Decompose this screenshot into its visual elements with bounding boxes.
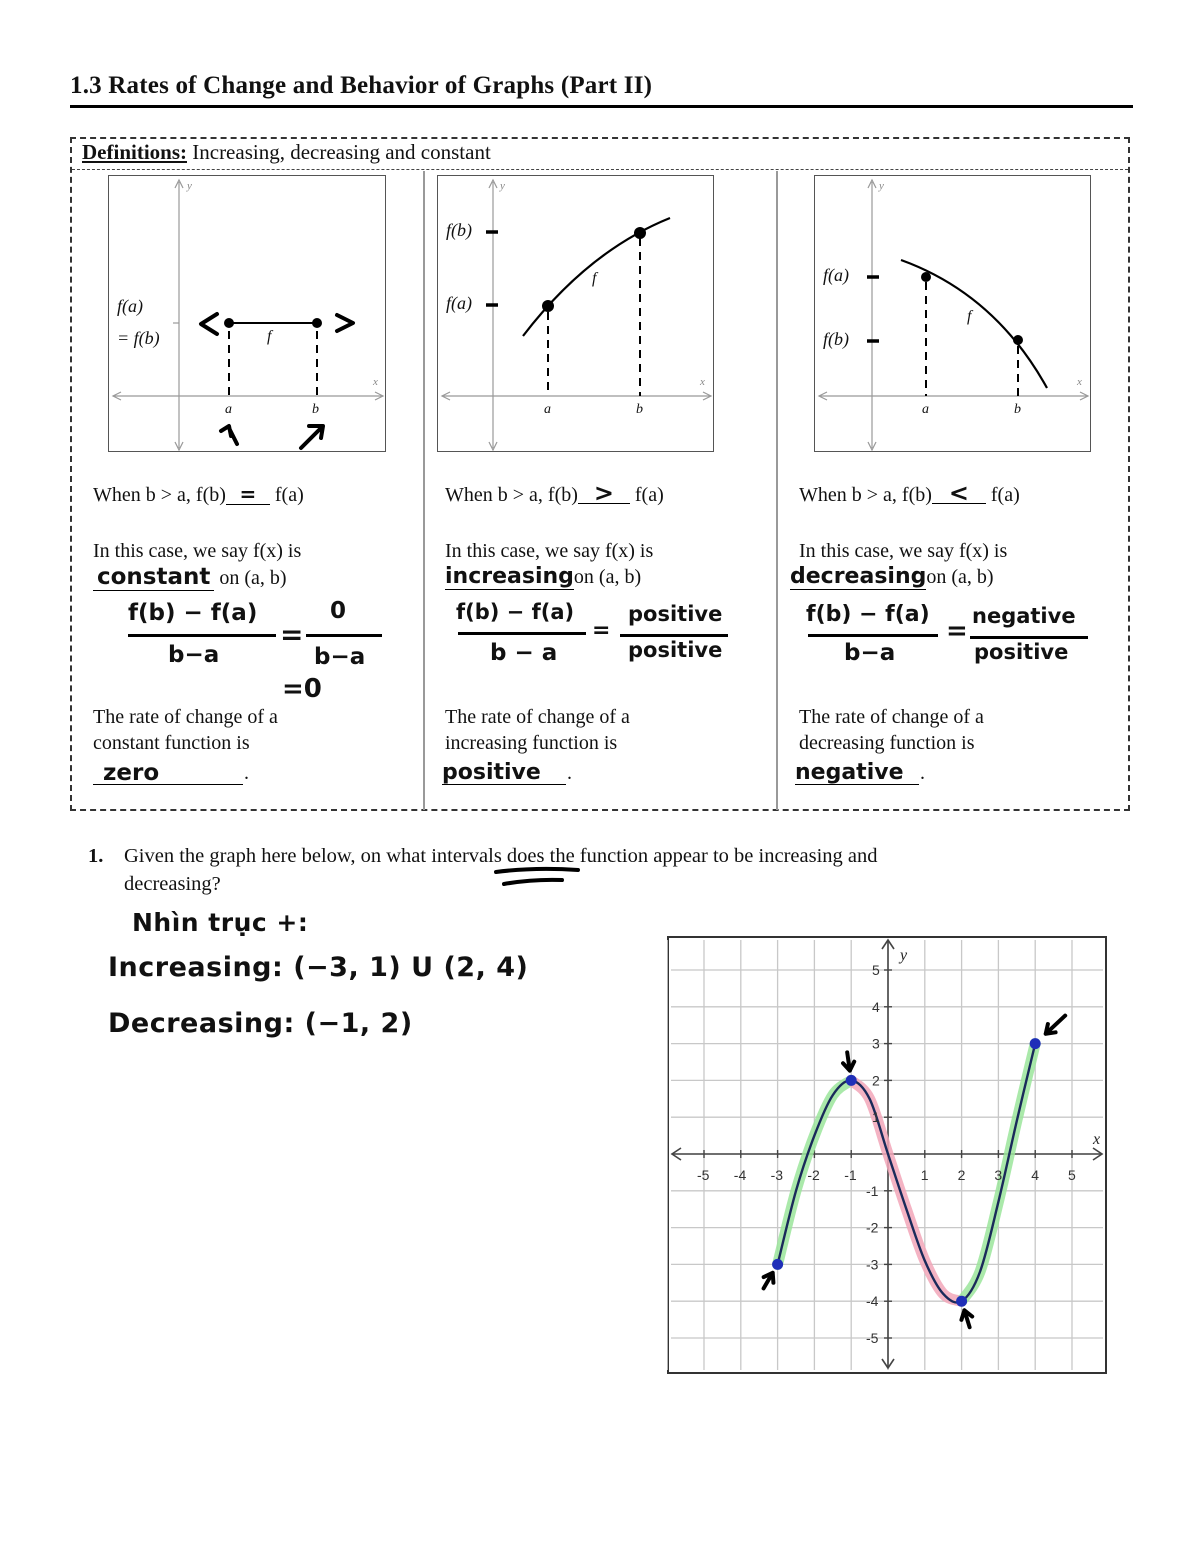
graph-label-f: f — [967, 308, 972, 325]
fraction-num-constant: f(b) − f(a) — [128, 600, 258, 626]
when-line-constant — [93, 482, 304, 508]
question-number: 1. — [88, 845, 104, 867]
x-tick-label: 4 — [1031, 1167, 1039, 1183]
graph-label-x: x — [700, 376, 705, 388]
fraction-den-decreasing: b−a — [844, 640, 896, 666]
question-text-1: Given the graph here below, on what intervals does the function appear to be increasing and — [124, 845, 878, 867]
when-prefix: When b > a, f(b) — [445, 484, 578, 506]
y-tick-label: 1 — [872, 1109, 880, 1126]
when-suffix: f(a) — [629, 484, 664, 506]
graph-label-x: x — [373, 376, 378, 388]
graph-label-b: b — [312, 402, 319, 417]
y-tick-label: -5 — [866, 1330, 879, 1346]
period: . — [920, 762, 925, 784]
answer-word: increasing — [445, 564, 574, 589]
rate-answer-decreasing — [795, 760, 919, 785]
x-axis-label: x — [1093, 1131, 1101, 1148]
fraction-bar — [128, 634, 276, 637]
graph-label-fb: f(b) — [446, 220, 472, 240]
decreasing-graph — [815, 176, 1092, 453]
data-point — [772, 1259, 783, 1270]
fraction-bar — [970, 636, 1088, 639]
definitions-heading: Definitions: — [82, 140, 187, 164]
y-tick-label: 2 — [872, 1072, 880, 1089]
when-line-decreasing — [799, 479, 1020, 508]
fraction-num-decreasing: f(b) − f(a) — [806, 602, 930, 627]
equals-sign: = — [946, 616, 968, 646]
case-line-decreasing: In this case, we say f(x) is — [799, 540, 1008, 562]
y-tick-label: -4 — [866, 1293, 879, 1310]
x-tick-label: -3 — [770, 1167, 784, 1183]
answer-line-decreasing — [790, 564, 994, 590]
x-tick-label: -1 — [844, 1167, 857, 1183]
constant-graph-panel — [108, 175, 386, 452]
x-tick-label: -5 — [697, 1167, 710, 1183]
fraction-rhs-den: positive — [628, 638, 723, 662]
answer-word: decreasing — [790, 564, 927, 589]
graph-label-fa: f(a) — [823, 265, 849, 285]
fraction-rhs-den: b−a — [314, 644, 366, 670]
definitions-topic: Increasing, decreasing and constant — [187, 140, 491, 164]
graph-label-x: x — [1077, 376, 1082, 388]
title-rule — [70, 105, 1133, 108]
answer-line-increasing — [445, 564, 641, 590]
answer-line-constant — [93, 564, 287, 591]
equals-sign: = — [280, 618, 304, 651]
when-symbol: < — [932, 483, 986, 504]
fraction-num-increasing: f(b) − f(a) — [456, 600, 575, 624]
on-interval: on (a, b) — [926, 566, 994, 588]
rate-answer: zero — [103, 760, 160, 786]
fraction-rhs-num: negative — [972, 604, 1076, 628]
handwritten-note: Nhìn trục +: — [132, 908, 309, 937]
rate-answer: positive — [442, 760, 541, 785]
x-tick-label: 5 — [1068, 1167, 1076, 1183]
when-prefix: When b > a, f(b) — [799, 484, 932, 506]
handwritten-decreasing: Decreasing: (−1, 2) — [108, 1008, 413, 1039]
fraction-rhs-num: positive — [628, 602, 723, 626]
graph-label-eq-fb: = f(b) — [117, 328, 160, 348]
period: . — [244, 762, 249, 784]
question-text-2: decreasing? — [124, 873, 221, 895]
answer-word: constant — [93, 564, 214, 591]
when-symbol: > — [578, 483, 630, 504]
equals-sign: = — [592, 618, 611, 643]
fraction-den-constant: b−a — [168, 642, 220, 668]
definitions-header-rule — [72, 169, 1128, 170]
fraction-bar — [620, 634, 728, 637]
column-divider — [423, 171, 425, 810]
decreasing-graph-panel — [814, 175, 1091, 452]
fraction-bar — [458, 632, 586, 635]
y-tick-label: -1 — [866, 1182, 879, 1199]
data-point — [956, 1296, 967, 1307]
on-interval: on (a, b) — [214, 567, 287, 589]
fraction-rhs-num: 0 — [330, 598, 347, 624]
y-tick-label: 4 — [872, 998, 880, 1015]
y-tick-label: -2 — [866, 1219, 879, 1236]
handwritten-increasing: Increasing: (−3, 1) U (2, 4) — [108, 952, 529, 983]
x-tick-label: -2 — [807, 1167, 820, 1183]
fraction-bar — [808, 634, 938, 637]
function-graph-chart — [667, 936, 1107, 1374]
on-interval: on (a, b) — [573, 566, 642, 588]
intervals-handwritten-underline — [490, 862, 590, 892]
rate-answer-constant — [93, 760, 243, 785]
graph-label-y: y — [187, 180, 192, 192]
y-axis-label: y — [900, 947, 908, 964]
when-symbol: = — [226, 484, 270, 505]
y-tick-label: -3 — [866, 1256, 879, 1273]
graph-label-b: b — [1014, 402, 1021, 417]
x-tick-label: 3 — [994, 1167, 1003, 1183]
rate-line-1-decreasing: The rate of change of a — [799, 706, 984, 728]
column-divider — [776, 171, 778, 810]
graph-label-fa: f(a) — [117, 296, 143, 316]
graph-label-f: f — [267, 328, 272, 345]
definitions-label — [82, 140, 491, 165]
rate-line-2-constant: constant function is — [93, 732, 250, 754]
fraction-den-increasing: b − a — [490, 640, 558, 666]
fraction-result: =0 — [282, 674, 322, 704]
when-suffix: f(a) — [985, 484, 1020, 506]
x-tick-label: 2 — [957, 1167, 966, 1183]
rate-line-1-increasing: The rate of change of a — [445, 706, 630, 728]
graph-label-a: a — [544, 402, 551, 417]
graph-label-a: a — [922, 402, 929, 417]
data-point — [846, 1075, 857, 1086]
constant-graph — [109, 176, 387, 453]
rate-answer: negative — [795, 760, 904, 785]
increasing-graph — [438, 176, 715, 453]
graph-label-f: f — [592, 270, 597, 287]
fraction-rhs-den: positive — [974, 640, 1069, 664]
graph-label-y: y — [500, 180, 505, 192]
page-title: 1.3 Rates of Change and Behavior of Graphs (Part II) — [70, 72, 653, 99]
when-line-increasing — [445, 479, 664, 508]
x-tick-label: 1 — [920, 1167, 929, 1183]
y-tick-label: 5 — [872, 962, 880, 978]
data-point — [1030, 1038, 1041, 1049]
when-prefix: When b > a, f(b) — [93, 484, 226, 506]
y-tick-label: 3 — [872, 1035, 880, 1052]
x-tick-label: -4 — [733, 1167, 747, 1183]
rate-line-2-increasing: increasing function is — [445, 732, 618, 754]
case-line-constant: In this case, we say f(x) is — [93, 540, 302, 562]
graph-label-y: y — [879, 180, 884, 192]
graph-label-b: b — [636, 402, 643, 417]
fraction-bar — [306, 634, 382, 637]
when-suffix: f(a) — [269, 484, 304, 506]
rate-line-2-decreasing: decreasing function is — [799, 732, 975, 754]
graph-label-fa: f(a) — [446, 293, 472, 313]
period: . — [567, 762, 572, 784]
rate-answer-increasing — [442, 760, 566, 785]
graph-label-a: a — [225, 402, 232, 417]
graph-label-fb: f(b) — [823, 329, 849, 349]
case-line-increasing: In this case, we say f(x) is — [445, 540, 654, 562]
increasing-graph-panel — [437, 175, 714, 452]
rate-line-1-constant: The rate of change of a — [93, 706, 278, 728]
